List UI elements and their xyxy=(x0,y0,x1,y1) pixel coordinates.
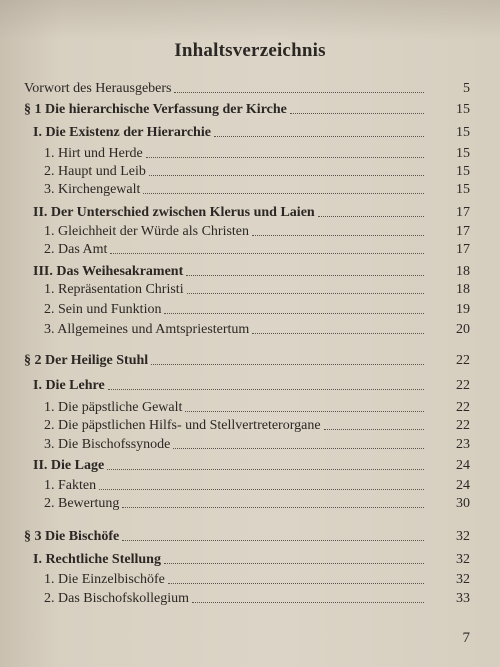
toc-entry xyxy=(0,570,500,590)
toc-entry-label: 1. Die Einzelbischöfe xyxy=(44,572,165,587)
toc-page-number: 32 xyxy=(456,572,470,587)
toc-leader-dots xyxy=(110,253,424,254)
toc-leader-dots xyxy=(290,113,424,114)
toc-leader-dots xyxy=(122,507,424,508)
toc-page-number: 32 xyxy=(456,529,470,544)
page-title: Inhaltsverzeichnis xyxy=(174,40,326,61)
toc-page-number: 15 xyxy=(456,102,470,117)
toc-page-number: 32 xyxy=(456,552,470,567)
toc-entry xyxy=(0,376,500,396)
toc-entry-label: I. Die Existenz der Hierarchie xyxy=(33,125,211,140)
toc-leader-dots xyxy=(324,429,424,430)
toc-entry xyxy=(0,527,500,547)
toc-entry-label: III. Das Weihesakrament xyxy=(33,264,184,279)
toc-leader-dots xyxy=(173,448,424,449)
toc-entry-label: II. Der Unterschied zwischen Klerus und Laien xyxy=(33,205,315,220)
toc-leader-dots xyxy=(186,275,424,276)
toc-entry xyxy=(0,262,500,282)
toc-entry xyxy=(0,589,500,609)
toc-page-number: 22 xyxy=(456,400,470,415)
page-number: 7 xyxy=(462,630,470,646)
toc-page-number: 24 xyxy=(456,478,470,493)
toc-page-number: 17 xyxy=(456,242,470,257)
toc-entry-label: 1. Gleichheit der Würde als Christen xyxy=(44,224,250,239)
toc-entry xyxy=(0,351,500,371)
toc-entry-label: I. Rechtliche Stellung xyxy=(33,552,161,567)
toc-entry-label: 2. Sein und Funktion xyxy=(44,302,162,317)
toc-entry xyxy=(0,79,500,99)
toc-entry-label: II. Die Lage xyxy=(33,458,105,473)
toc-page-number: 22 xyxy=(456,353,470,368)
toc-entry xyxy=(0,476,500,496)
toc-entry-label: I. Die Lehre xyxy=(33,378,105,393)
toc-entry xyxy=(0,162,500,182)
toc-entry xyxy=(0,398,500,418)
toc-entry-label: 2. Das Amt xyxy=(44,242,108,257)
toc-leader-dots xyxy=(168,583,424,584)
toc-leader-dots xyxy=(214,136,424,137)
toc-leader-dots xyxy=(151,364,424,365)
toc-page-number: 18 xyxy=(456,282,470,297)
toc-entry-label: § 2 Der Heilige Stuhl xyxy=(24,353,149,368)
toc-entry xyxy=(0,203,500,223)
toc-page-number: 15 xyxy=(456,182,470,197)
toc-page-number: 22 xyxy=(456,418,470,433)
toc-entry xyxy=(0,240,500,260)
toc-leader-dots xyxy=(252,235,424,236)
toc-page-number: 18 xyxy=(456,264,470,279)
toc-entry xyxy=(0,222,500,242)
toc-entry xyxy=(0,550,500,570)
toc-leader-dots xyxy=(146,157,424,158)
toc-page-number: 19 xyxy=(456,302,470,317)
toc-entry-label: § 1 Die hierarchische Verfassung der Kirche xyxy=(24,102,287,117)
toc-leader-dots xyxy=(192,602,424,603)
toc-page-number: 33 xyxy=(456,591,470,606)
toc-leader-dots xyxy=(185,411,424,412)
toc-entry-label: 2. Haupt und Leib xyxy=(44,164,146,179)
toc-entry-label: 1. Fakten xyxy=(44,478,97,493)
toc-page-number: 15 xyxy=(456,125,470,140)
toc-entry-label: 1. Die päpstliche Gewalt xyxy=(44,400,183,415)
toc-entry xyxy=(0,320,500,340)
toc-leader-dots xyxy=(187,293,424,294)
toc-entry xyxy=(0,123,500,143)
toc-entry-label: 1. Repräsentation Christi xyxy=(44,282,184,297)
toc-leader-dots xyxy=(108,389,424,390)
toc-entry xyxy=(0,180,500,200)
toc-entry xyxy=(0,435,500,455)
toc-entry xyxy=(0,416,500,436)
toc-page-number: 30 xyxy=(456,496,470,511)
toc-leader-dots xyxy=(252,333,424,334)
toc-entry xyxy=(0,144,500,164)
toc-page-number: 15 xyxy=(456,146,470,161)
toc-entry xyxy=(0,494,500,514)
toc-entry-label: 2. Die päpstlichen Hilfs- und Stellvertreterorgane xyxy=(44,418,321,433)
toc-entry xyxy=(0,456,500,476)
toc-leader-dots xyxy=(164,563,424,564)
toc-page-number: 23 xyxy=(456,437,470,452)
toc-leader-dots xyxy=(149,175,424,176)
toc-page-number: 17 xyxy=(456,224,470,239)
toc-page-number: 5 xyxy=(463,81,470,96)
toc-leader-dots xyxy=(164,313,424,314)
toc-page-number: 17 xyxy=(456,205,470,220)
toc-entry xyxy=(0,280,500,300)
toc-entry-label: 2. Bewertung xyxy=(44,496,120,511)
toc-entry-label: 2. Das Bischofskollegium xyxy=(44,591,190,606)
toc-page-number: 24 xyxy=(456,458,470,473)
toc-page-number: 20 xyxy=(456,322,470,337)
toc-entry-label: 1. Hirt und Herde xyxy=(44,146,143,161)
toc-page-number: 15 xyxy=(456,164,470,179)
toc-entry-label: Vorwort des Herausgebers xyxy=(24,81,172,96)
toc-leader-dots xyxy=(107,469,424,470)
toc-entry-label: 3. Die Bischofssynode xyxy=(44,437,171,452)
toc-entry xyxy=(0,300,500,320)
toc-entry-label: § 3 Die Bischöfe xyxy=(24,529,120,544)
toc-leader-dots xyxy=(99,489,424,490)
toc-leader-dots xyxy=(174,92,424,93)
toc-entry-label: 3. Kirchengewalt xyxy=(44,182,141,197)
toc-page-number: 22 xyxy=(456,378,470,393)
toc-entry-label: 3. Allgemeines und Amtspriestertum xyxy=(44,322,250,337)
toc-entry xyxy=(0,100,500,120)
toc-leader-dots xyxy=(143,193,424,194)
toc-leader-dots xyxy=(318,216,424,217)
toc-leader-dots xyxy=(122,540,424,541)
